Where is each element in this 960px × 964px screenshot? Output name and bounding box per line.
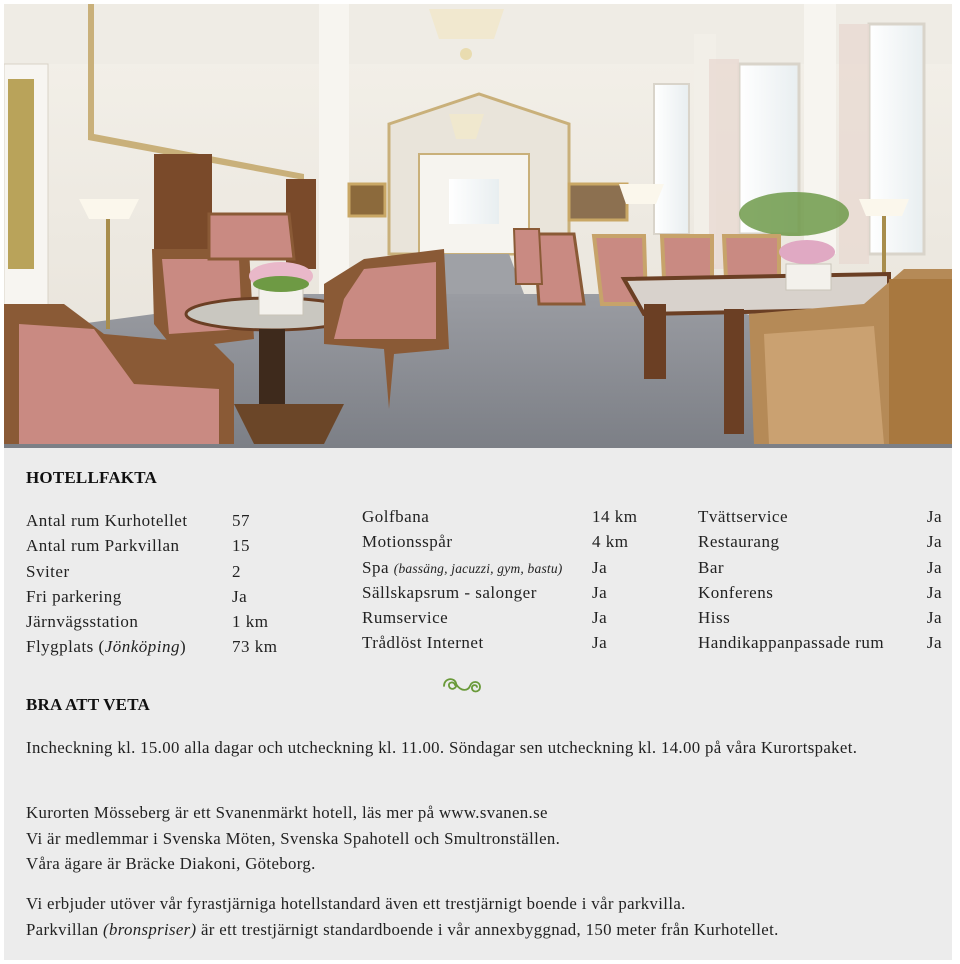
fact-label: Tvättservice <box>698 507 789 526</box>
fact-label: Antal rum Kurhotellet <box>26 511 188 530</box>
checkin-text: Incheckning kl. 15.00 alla dagar och utcheckning kl. 11.00. Söndagar sen utcheckning kl. 14.00 på våra Kurortspaket. <box>26 738 858 757</box>
membership-paragraph <box>26 800 926 877</box>
fact-row <box>362 529 638 554</box>
fact-label: Trådlöst Internet <box>362 633 484 653</box>
fact-value: Ja <box>592 557 608 577</box>
fact-label: Golfbana <box>362 507 430 526</box>
fact-row <box>26 508 284 533</box>
fact-label-italic: Jönköping <box>104 637 181 657</box>
fact-label: Spa (bassäng, jacuzzi, gym, bastu) <box>362 557 563 577</box>
paragraph-line: Vi erbjuder utöver vår fyrastjärniga hotellstandard även ett trestjärnigt boende i vår parkvilla. <box>26 894 686 913</box>
fact-label: Fri parkering <box>26 586 122 606</box>
fact-value: Ja <box>232 586 248 606</box>
fact-row <box>698 630 942 655</box>
fact-row <box>26 584 284 609</box>
fact-value: Ja <box>592 608 608 628</box>
fact-value: 1 km <box>232 612 269 632</box>
fact-value: Ja <box>926 557 942 577</box>
fact-label: Sällskapsrum - salonger <box>362 582 537 602</box>
fact-row <box>698 529 942 554</box>
hotel-lounge-photo <box>4 4 952 448</box>
fact-row <box>362 580 638 605</box>
fact-label: Handikappanpassade rum <box>698 633 885 653</box>
flourish-ornament-icon <box>441 674 483 701</box>
fact-value: 73 km <box>232 637 278 657</box>
fact-label: Sviter <box>26 561 70 581</box>
fact-value: Ja <box>926 608 942 628</box>
fact-value: 15 <box>232 536 250 556</box>
facts-panel <box>4 448 952 960</box>
fact-value: Ja <box>926 633 942 653</box>
paragraph-line: Våra ägare är Bräcke Diakoni, Göteborg. <box>26 854 316 873</box>
fact-value: Ja <box>926 507 942 526</box>
bra-att-veta-heading: BRA ATT VETA <box>26 695 150 714</box>
fact-label: Antal rum Parkvillan <box>26 536 180 556</box>
fact-label: Flygplats (Jönköping) <box>26 637 187 657</box>
fact-label: Bar <box>698 557 725 577</box>
fact-row <box>26 533 284 558</box>
fact-value: Ja <box>926 582 942 602</box>
fact-row <box>362 555 638 580</box>
bronspriser-italic: (bronspriser) <box>103 919 197 939</box>
fact-label: Restaurang <box>698 532 780 552</box>
fact-label: Rumservice <box>362 608 449 628</box>
fact-row <box>362 504 638 529</box>
fact-row <box>698 555 942 580</box>
facts-column-1 <box>26 508 284 660</box>
parkvilla-paragraph <box>26 891 926 942</box>
fact-value: 4 km <box>592 532 629 552</box>
fact-row <box>362 630 638 655</box>
facts-column-3 <box>698 504 942 656</box>
fact-value: Ja <box>592 633 608 653</box>
fact-row <box>362 605 638 630</box>
fact-value: 14 km <box>592 507 638 526</box>
checkin-paragraph <box>26 735 926 761</box>
fact-label: Järnvägsstation <box>26 612 139 632</box>
fact-row <box>26 559 284 584</box>
fact-row <box>698 605 942 630</box>
fact-value: Ja <box>592 582 608 602</box>
paragraph-line: Parkvillan (bronspriser) är ett trestjärnigt standardboende i vår annexbyggnad, 150 meter från Kurhotellet. <box>26 919 779 939</box>
fact-row <box>26 609 284 634</box>
fact-label: Konferens <box>698 582 774 602</box>
fact-row <box>26 634 284 659</box>
fact-label-italic: (bassäng, jacuzzi, gym, bastu) <box>393 560 563 576</box>
fact-value: Ja <box>926 532 942 552</box>
fact-label: Motionsspår <box>362 532 453 552</box>
fact-row <box>698 580 942 605</box>
facts-column-2 <box>362 504 638 656</box>
fact-label: Hiss <box>698 608 731 628</box>
fact-row <box>698 504 942 529</box>
paragraph-line: Kurorten Mösseberg är ett Svanenmärkt hotell, läs mer på www.svanen.se <box>26 803 548 822</box>
hotellfakta-heading: HOTELLFAKTA <box>26 468 157 487</box>
fact-value: 57 <box>232 511 250 530</box>
fact-value: 2 <box>232 561 241 581</box>
paragraph-line: Vi är medlemmar i Svenska Möten, Svenska Spahotell och Smultronställen. <box>26 828 561 848</box>
